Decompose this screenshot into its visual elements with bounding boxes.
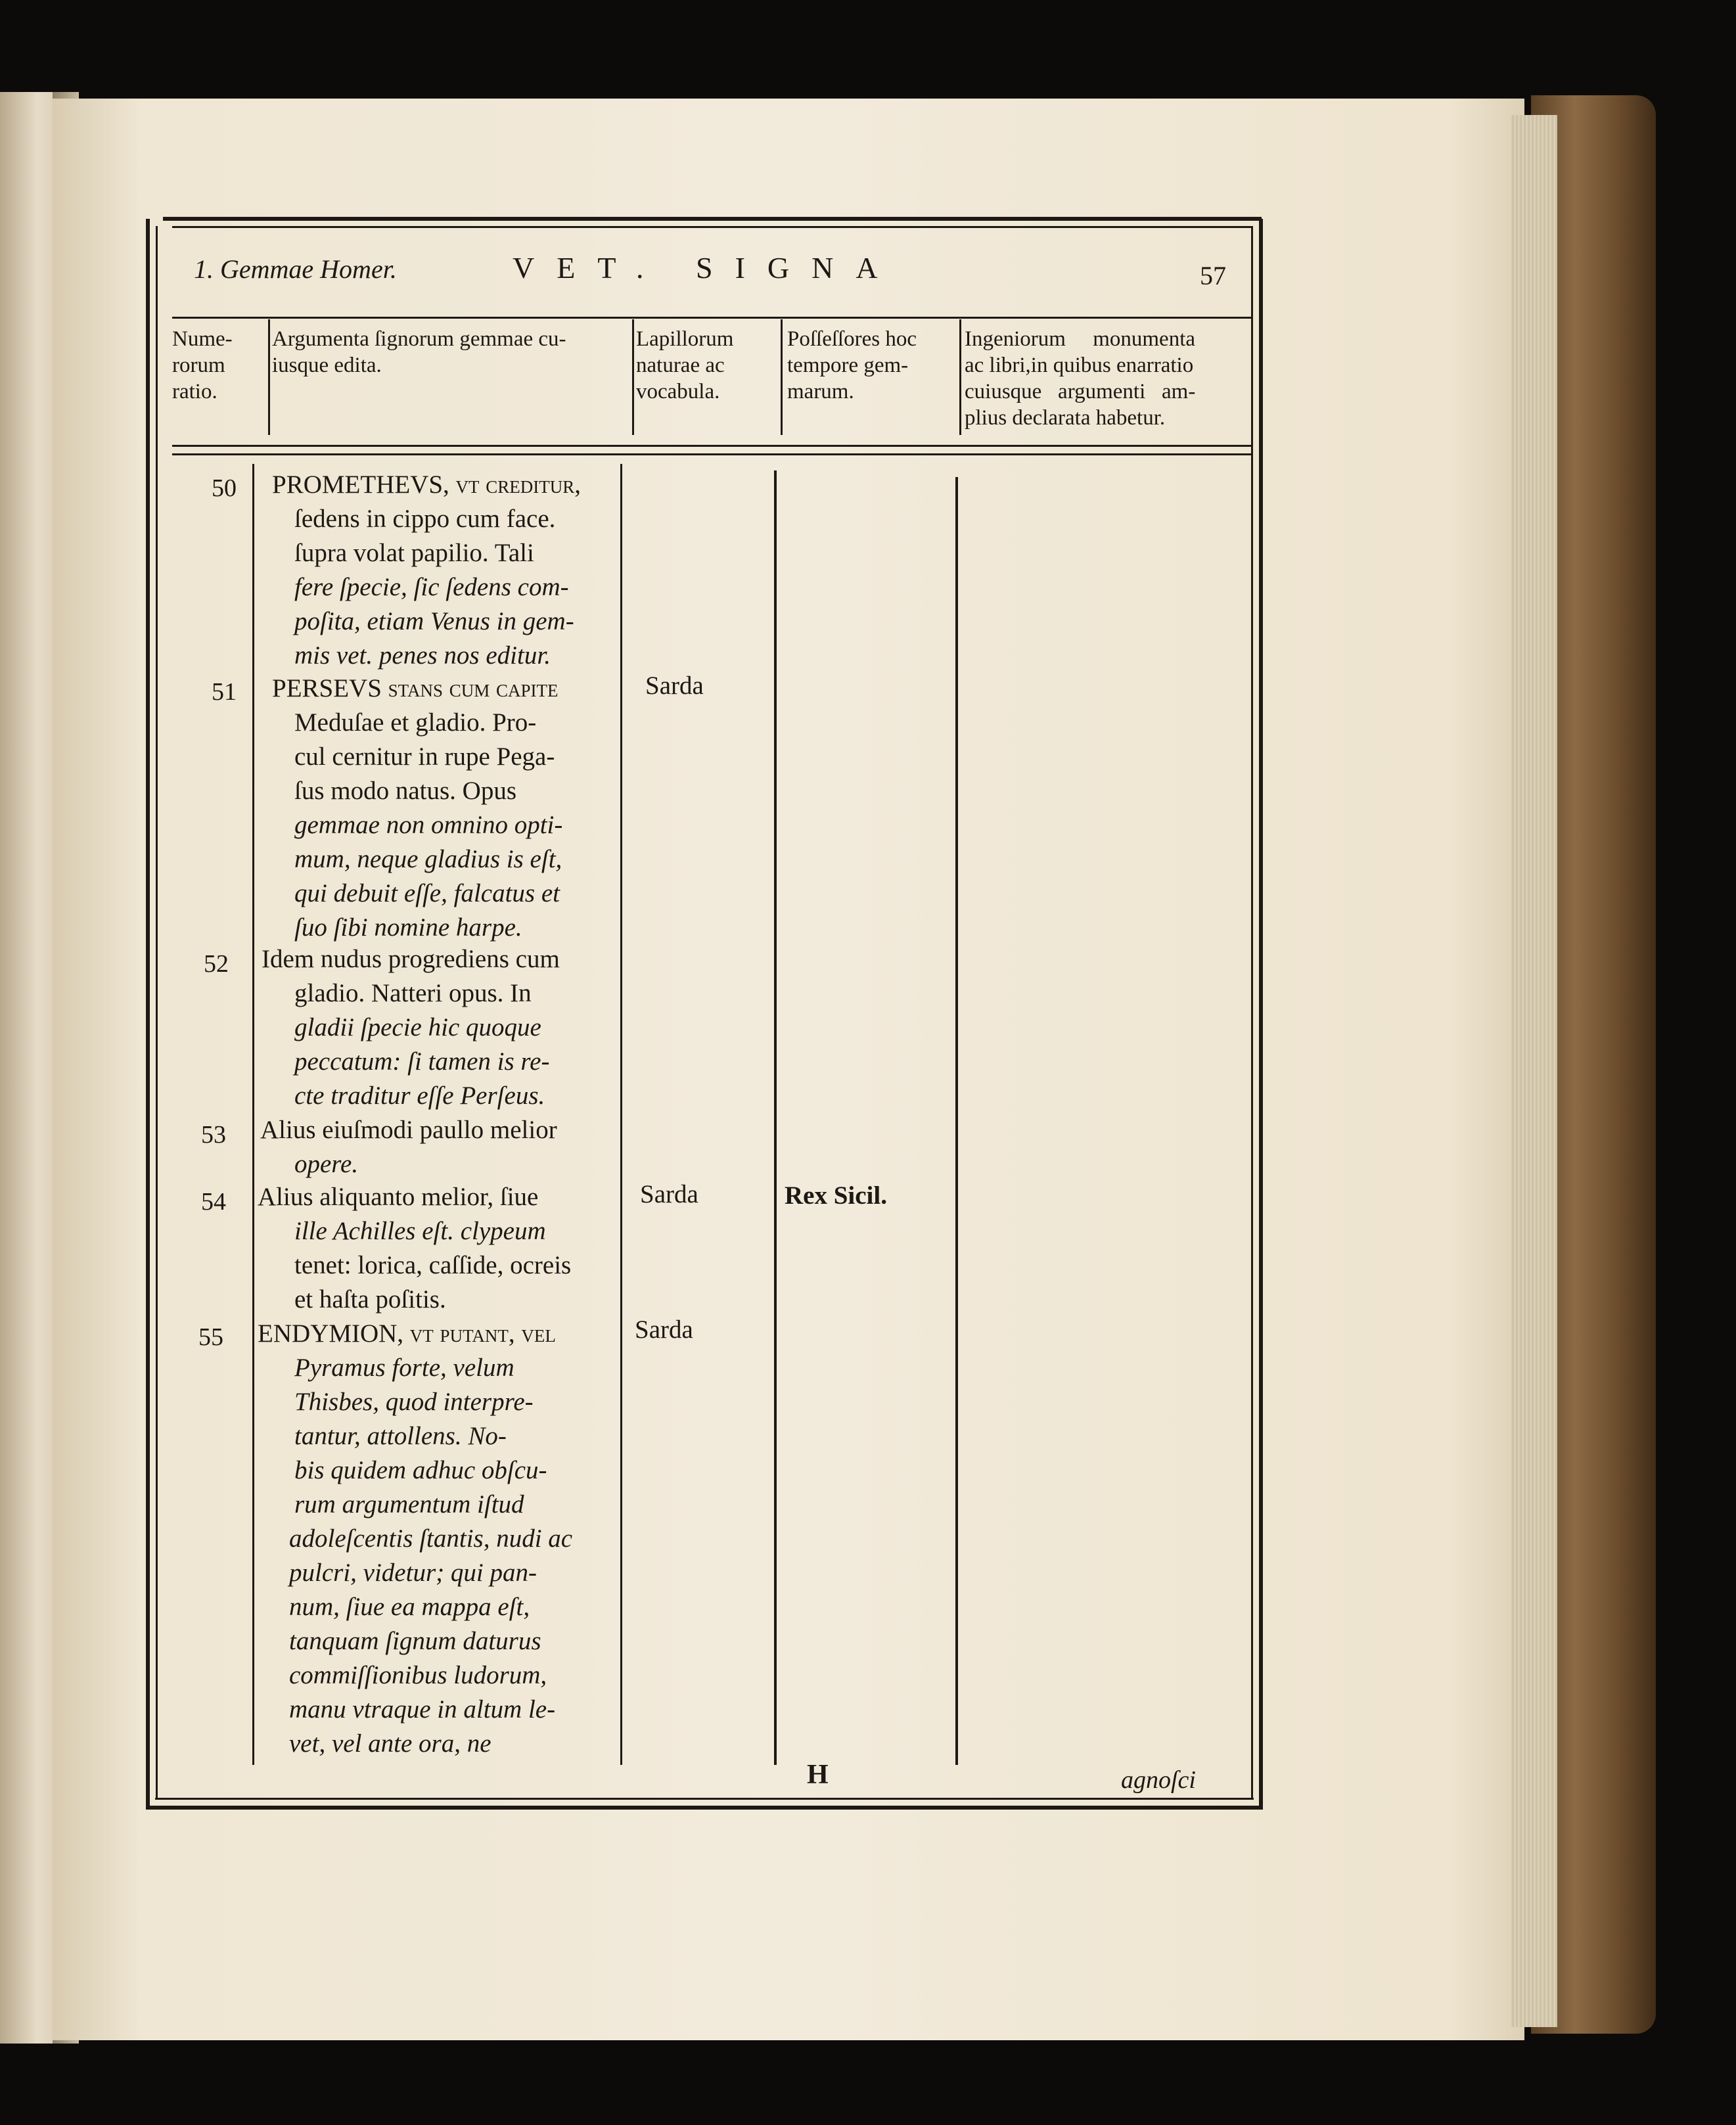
entry-line: qui debuit eſſe, falcatus et	[294, 879, 560, 907]
entry-line: et haſta poſitis.	[294, 1285, 446, 1314]
entry-line: PERSEVS ſtans cum capite	[272, 674, 559, 702]
entry-number: 50	[212, 474, 237, 502]
entry-number: 55	[198, 1323, 223, 1351]
entry-line: Alius eiuſmodi paullo melior	[260, 1116, 557, 1144]
entry-number: 52	[204, 950, 229, 978]
column-heading-number: Nume- rorum ratio.	[172, 327, 233, 403]
owner-name: Rex Sicil.	[785, 1181, 887, 1210]
frame-top-outer	[163, 217, 1262, 221]
entry-line: pulcri, videtur; qui pan-	[289, 1559, 537, 1587]
entry-line: ſuo ſibi nomine harpe.	[294, 913, 522, 942]
frame-bottom-outer	[146, 1806, 1263, 1810]
entry-line: Thisbes, quod interpre-	[294, 1388, 534, 1416]
entry-line: mis vet. penes nos editur.	[294, 641, 551, 670]
entry-line: rum argumentum iſtud	[294, 1490, 524, 1519]
entry-line: num, ſiue ea mappa eſt,	[289, 1593, 530, 1621]
entry-line: ſupra volat papilio. Tali	[294, 539, 534, 567]
entry-line: Idem nudus progrediens cum	[262, 945, 560, 973]
signature-mark: H	[807, 1760, 829, 1790]
column-heading-divider-1	[268, 319, 270, 435]
entry-line: peccatum: ſi tamen is re-	[294, 1047, 550, 1076]
body-divider-3	[774, 470, 777, 1765]
entry-number: 53	[201, 1121, 226, 1149]
body-divider-1	[252, 464, 254, 1765]
entry-line: mum, neque gladius is eſt,	[294, 845, 562, 873]
entry-line: adoleſcentis ſtantis, nudi ac	[289, 1524, 573, 1553]
entry-line: tantur, attollens. No-	[294, 1422, 507, 1450]
body-divider-4	[955, 477, 958, 1765]
entry-number: 51	[212, 678, 237, 706]
body-divider-2	[620, 464, 622, 1765]
entry-line: cul cernitur in rupe Pega-	[294, 743, 555, 771]
column-heading-owner: Poſſeſſores hoc tempore gem- marum.	[787, 327, 917, 403]
frame-right-outer	[1259, 219, 1263, 1808]
entry-line: poſita, etiam Venus in gem-	[294, 607, 574, 635]
column-heading-stone: Lapillorum naturae ac vocabula.	[636, 327, 734, 403]
page-number: 57	[1200, 261, 1226, 290]
entry-line: cte traditur eſſe Perſeus.	[294, 1082, 545, 1110]
entry-line: ENDYMION, vt putant, vel	[258, 1319, 556, 1348]
frame-left-inner	[156, 226, 158, 1800]
entry-line: gemmae non omnino opti-	[294, 811, 563, 839]
column-heading-literature: Ingeniorum monumenta ac libri,in quibus enarratio cuiusque argumenti am- plius declarata habetur.	[965, 327, 1196, 430]
entry-line: Alius aliquanto melior, ſiue	[258, 1183, 539, 1211]
running-head-left: 1. Gemmae Homer.	[194, 254, 397, 284]
entry-line: ſus modo natus. Opus	[294, 777, 517, 805]
entry-line: ſedens in cippo cum face.	[294, 505, 556, 533]
column-heading-divider-3	[781, 319, 783, 435]
entry-line: opere.	[294, 1150, 359, 1178]
entry-line: commiſſionibus ludorum,	[289, 1661, 547, 1689]
entry-line: Pyramus forte, velum	[294, 1354, 514, 1382]
entry-line: fere ſpecie, ſic ſedens com-	[294, 573, 569, 601]
frame-left-outer	[146, 219, 150, 1808]
stone-name: Sarda	[640, 1180, 698, 1208]
catchword: agnoſci	[1121, 1766, 1196, 1794]
frame-bottom-inner	[155, 1798, 1254, 1800]
heading-rule-upper	[172, 445, 1252, 447]
entry-line: tenet: lorica, caſſide, ocreis	[294, 1251, 572, 1279]
entry-line: gladii ſpecie hic quoque	[294, 1013, 541, 1041]
column-heading-divider-2	[632, 319, 634, 435]
stone-name: Sarda	[635, 1315, 693, 1344]
column-heading-divider-4	[959, 319, 961, 435]
frame-top-inner	[172, 226, 1252, 228]
column-heading-argument: Argumenta ſignorum gemmae cu- iusque edita.	[272, 327, 566, 377]
heading-rule-lower	[172, 453, 1252, 455]
page-block-fore-edge	[1511, 115, 1557, 2027]
entry-line: vet, vel ante ora, ne	[289, 1729, 491, 1758]
entry-number: 54	[201, 1188, 226, 1216]
entry-line: Meduſae et gladio. Pro-	[294, 708, 537, 737]
entry-line: gladio. Natteri opus. In	[294, 979, 532, 1007]
frame-right-inner	[1251, 226, 1253, 1800]
header-rule	[172, 317, 1252, 319]
entry-line: PROMETHEVS, vt creditur,	[272, 470, 582, 499]
entry-line: manu vtraque in altum le-	[289, 1695, 556, 1724]
entry-line: ille Achilles eſt. clypeum	[294, 1217, 546, 1245]
entry-line: bis quidem adhuc obſcu-	[294, 1456, 547, 1484]
entry-line: tanquam ſignum daturus	[289, 1627, 541, 1655]
stone-name: Sarda	[645, 672, 704, 700]
running-title: VET. SIGNA	[513, 251, 900, 285]
